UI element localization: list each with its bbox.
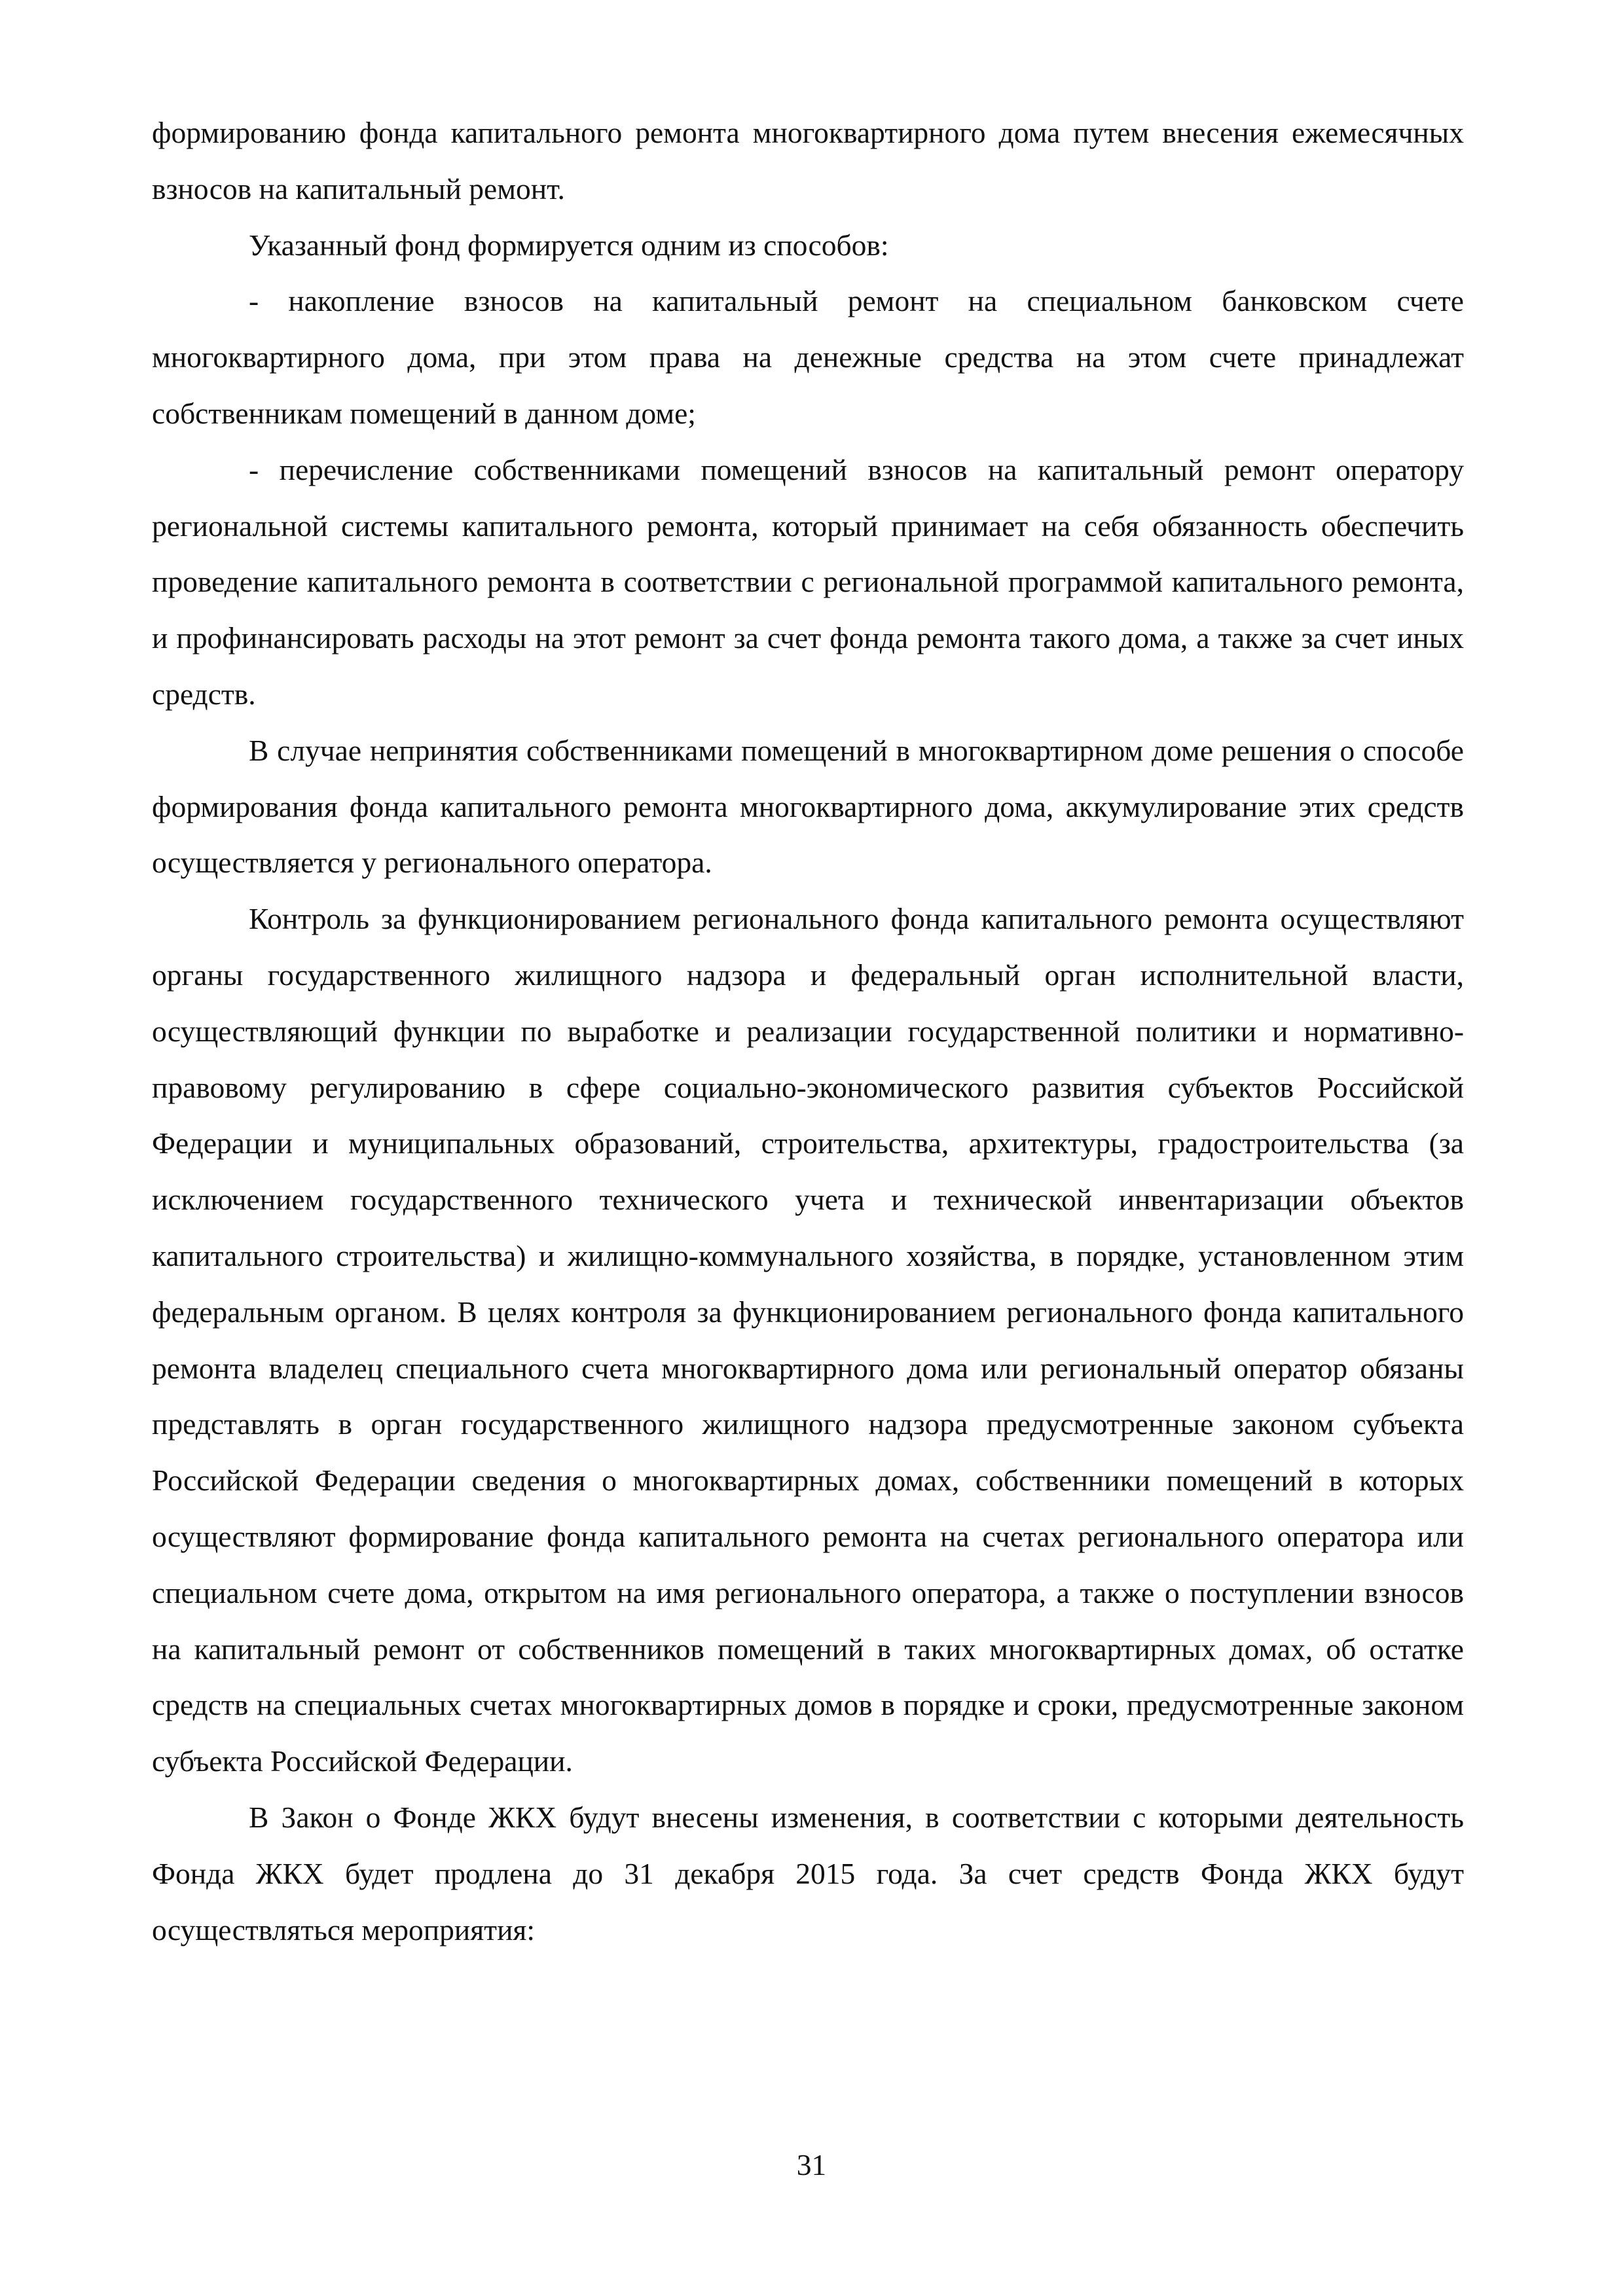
page-number: 31 bbox=[796, 2148, 827, 2181]
paragraph-fund-law-changes: В Закон о Фонде ЖКХ будут внесены изменения, в соответствии с которыми деятельность Фонда ЖКХ будет продлена до 31 декабря 2015 года. За счет средств Фонда ЖКХ будут осуществляться мероприятия: bbox=[152, 1800, 1464, 1946]
paragraph-continuation: формированию фонда капитального ремонта многоквартирного дома путем внесения ежемесячных взносов на капитальный ремонт. bbox=[152, 116, 1464, 206]
paragraph-special-account: - накопление взносов на капитальный ремонт на специальном банковском счете многоквартирного дома, при этом права на денежные средства на этом счете принадлежат собственникам помещений в данном доме; bbox=[152, 284, 1464, 430]
paragraph-fund-methods-intro: Указанный фонд формируется одним из способов: bbox=[249, 228, 889, 262]
document-body bbox=[152, 105, 1464, 1958]
paragraph-control: Контроль за функционированием регионального фонда капитального ремонта осуществляют органы государственного жилищного надзора и федеральный орган исполнительной власти, осуществляющий функции по выработке и реализации государственной политики и нормативно-правовому регулированию в сфере социально-экономического развития субъектов Российской Федерации и муниципальных образований, строительства, архитектуры, градостроительства (за исключением государственного технического учета и технической инвентаризации объектов капитального строительства) и жилищно-коммунального хозяйства, в порядке, установленном этим федеральным органом. В целях контроля за функционированием регионального фонда капитального ремонта владелец специального счета многоквартирного дома или региональный оператор обязаны представлять в орган государственного жилищного надзора предусмотренные законом субъекта Российской Федерации сведения о многоквартирных домах, собственники помещений в которых осуществляют формирование фонда капитального ремонта на счетах регионального оператора или специальном счете дома, открытом на имя регионального оператора, а также о поступлении взносов на капитальный ремонт от собственников помещений в таких многоквартирных домах, об остатке средств на специальных счетах многоквартирных домов в порядке и сроки, предусмотренные законом субъекта Российской Федерации. bbox=[152, 902, 1464, 1778]
paragraph-default-accumulation: В случае непринятия собственниками помещений в многоквартирном доме решения о способе формирования фонда капитального ремонта многоквартирного дома, аккумулирование этих средств осуществляется у регионального оператора. bbox=[152, 733, 1464, 880]
paragraph-regional-operator-transfer: - перечисление собственниками помещений взносов на капитальный ремонт оператору региональной системы капитального ремонта, который принимает на себя обязанность обеспечить проведение капитального ремонта в соответствии с региональной программой капитального ремонта, и профинансировать расходы на этот ремонт за счет фонда ремонта такого дома, а также за счет иных средств. bbox=[152, 452, 1464, 711]
